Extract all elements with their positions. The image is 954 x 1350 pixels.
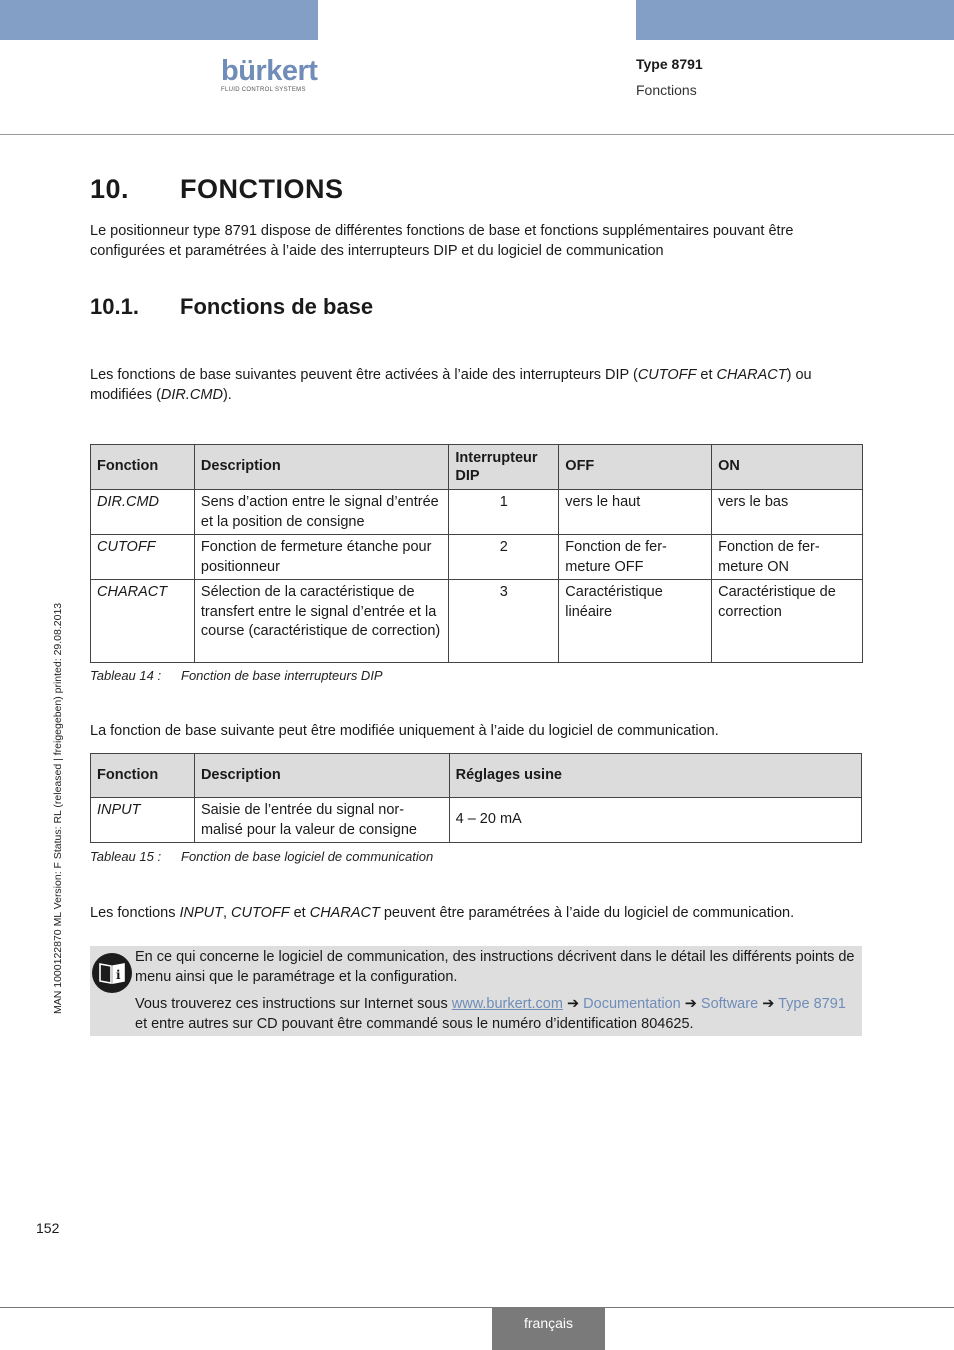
header-cell: Description (194, 445, 448, 490)
caption-label: Tableau 15 : (90, 849, 162, 864)
footer-divider (0, 1307, 954, 1308)
text-run: peuvent être paramétrées à l’aide du logiciel de communication. (379, 905, 795, 921)
text-run: ) ou modifiées ( (90, 367, 812, 403)
software-functions-table (90, 753, 862, 843)
documentation-link[interactable]: Documentation (583, 996, 681, 1012)
page-number: 152 (36, 1220, 60, 1236)
term-input: INPUT (179, 905, 223, 921)
header-cell: Description (194, 754, 449, 798)
table-cell: vers le bas (712, 490, 863, 535)
note-line-2 (135, 995, 855, 1034)
table-row (91, 798, 862, 843)
header-band-right (636, 0, 954, 40)
chapter-number: 10. (90, 174, 130, 204)
burkert-website-link[interactable]: www.burkert.com (451, 996, 563, 1012)
note-text-suffix: et entre autres sur CD pouvant être commandé sous le numéro d’identification 804625. (135, 1015, 694, 1032)
header-cell: Fonction (91, 445, 195, 490)
table-row (91, 490, 863, 535)
arrow-icon: ➔ (684, 996, 697, 1012)
table-cell: 2 (449, 535, 559, 580)
text-run: ). (222, 386, 232, 403)
table-cell: Fonction de fer-meture ON (712, 535, 863, 580)
caption-label: Tableau 14 : (90, 668, 162, 683)
header-band-left (0, 0, 318, 40)
note-line-1: En ce qui concerne le logiciel de communication, des instructions décrivent dans le détail les différents points de menu ainsi que le paramétrage et la configuration. (135, 949, 855, 985)
table-cell: Caractéristique linéaire (559, 580, 712, 663)
header-cell: OFF (559, 445, 712, 490)
table-row (91, 580, 863, 663)
term-cutoff: CUTOFF (231, 905, 290, 921)
table-cell: CUTOFF (91, 535, 195, 580)
header-cell: Fonction (91, 754, 195, 798)
table-cell: INPUT (91, 798, 195, 843)
section-title-text: Fonctions de base (180, 294, 374, 319)
table-header-row (91, 445, 863, 490)
software-link[interactable]: Software (700, 996, 759, 1012)
chapter-title-text: FONCTIONS (180, 174, 344, 204)
paragraph-dip-intro (90, 366, 860, 405)
section-title (90, 294, 373, 320)
table-cell: CHARACT (91, 580, 195, 663)
table-cell: Saisie de l’entrée du signal nor-malisé pour la valeur de consigne (194, 798, 449, 843)
text-run: et (289, 905, 310, 921)
info-note-box (90, 946, 862, 1036)
note-text-prefix: Vous trouverez ces instructions sur Internet sous (135, 996, 448, 1012)
term-charact: CHARACT (716, 367, 787, 383)
term-dircmd: DIR.CMD (160, 386, 223, 403)
svg-text:i: i (116, 968, 121, 982)
type-8791-link[interactable]: Type 8791 (778, 996, 846, 1012)
logo-tagline: FLUID CONTROL SYSTEMS (221, 87, 306, 93)
text-run: Les fonctions (90, 905, 180, 921)
table-caption (90, 849, 433, 864)
paragraph-software-intro: La fonction de base suivante peut être modifiée uniquement à l’aide du logiciel de communication. (90, 723, 719, 739)
table-row (91, 535, 863, 580)
header-product-type: Type 8791 (636, 56, 703, 72)
section-number: 10.1. (90, 294, 139, 319)
caption-text: Fonction de base logiciel de communication (181, 849, 434, 864)
header-divider (0, 134, 954, 135)
table-cell: Caractéristique de correction (712, 580, 863, 663)
table-cell: vers le haut (559, 490, 712, 535)
arrow-icon: ➔ (762, 996, 775, 1012)
table-cell: Fonction de fermeture étanche pour positionneur (194, 535, 448, 580)
text-run: , (222, 905, 232, 921)
header-cell: Interrupteur DIP (449, 445, 559, 490)
table-cell: 4 – 20 mA (449, 798, 861, 843)
header-cell: Réglages usine (449, 754, 861, 798)
term-cutoff: CUTOFF (637, 367, 697, 383)
term-charact: CHARACT (309, 905, 380, 921)
table-cell: Fonction de fer-meture OFF (559, 535, 712, 580)
arrow-icon: ➔ (566, 996, 580, 1012)
table-caption (90, 668, 383, 683)
paragraph-parameters (90, 904, 860, 924)
table-cell: DIR.CMD (91, 490, 195, 535)
header-section-name: Fonctions (636, 82, 697, 98)
intro-paragraph: Le positionneur type 8791 dispose de différentes fonctions de base et fonctions supplémentaires pouvant être configurées et paramétrées à l’aide des interrupteurs DIP et du logiciel de communication (90, 223, 794, 259)
table-header-row (91, 754, 862, 798)
table-cell: Sélection de la caractéristique de transfert entre le signal d’entrée et la course (caractéristique de correction) (194, 580, 448, 663)
language-tab: français (492, 1307, 605, 1350)
burkert-logo (221, 56, 321, 93)
document-status-vertical-text: MAN 1000122870 ML Version: F Status: RL (released | freigegeben) printed: 29.08.2013 (52, 602, 64, 1014)
text-run: et (696, 367, 717, 383)
chapter-title (90, 174, 344, 205)
header-cell: ON (712, 445, 863, 490)
info-book-icon (92, 953, 132, 993)
table-cell: Sens d’action entre le signal d’entrée et la position de consigne (194, 490, 448, 535)
logo-wordmark: bürkert (221, 55, 318, 87)
table-cell: 1 (449, 490, 559, 535)
dip-functions-table (90, 444, 863, 663)
text-run: Les fonctions de base suivantes peuvent être activées à l’aide des interrupteurs DIP ( (90, 367, 638, 383)
caption-text: Fonction de base interrupteurs DIP (181, 668, 383, 683)
table-cell: 3 (449, 580, 559, 663)
